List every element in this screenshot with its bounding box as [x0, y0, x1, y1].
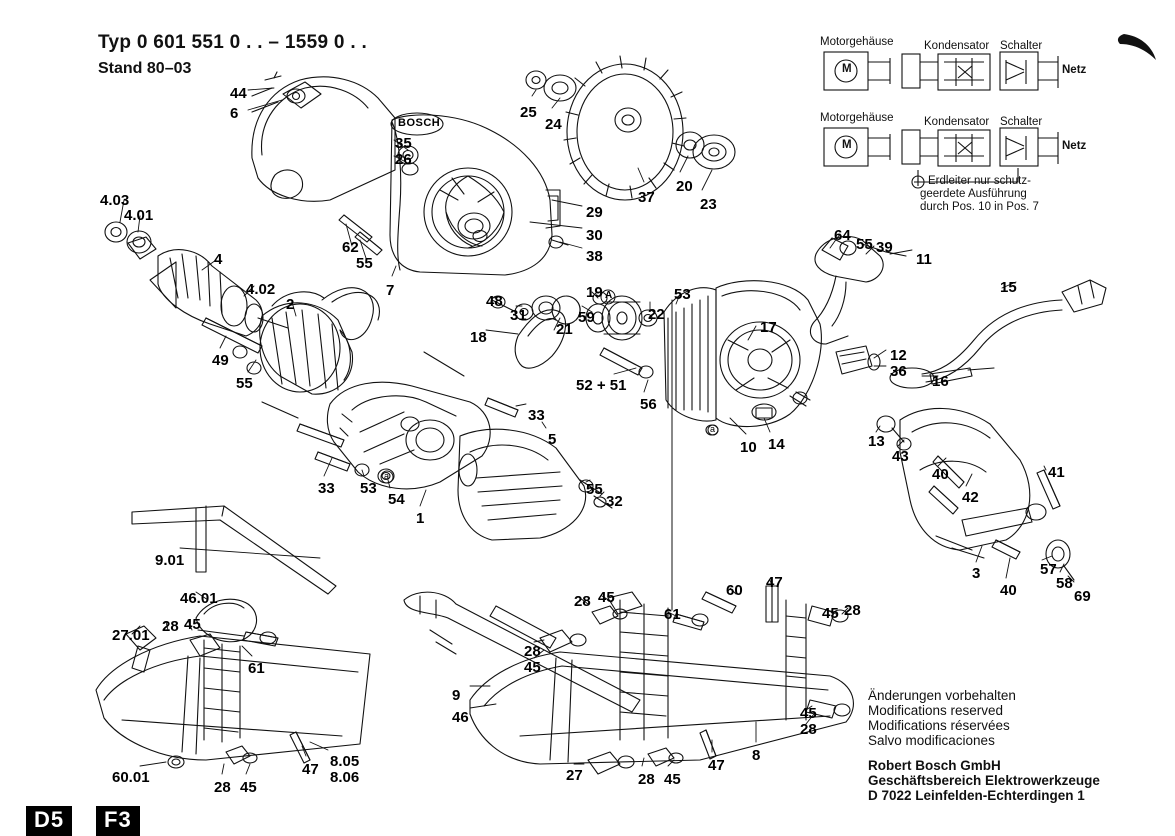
- callout-6: 6: [230, 105, 239, 122]
- wiring-capacitor-label-2: Kondensator: [924, 116, 990, 128]
- callout-61: 61: [248, 660, 265, 677]
- brand-label: BOSCH: [398, 117, 441, 129]
- callout-33: 33: [528, 407, 545, 424]
- wiring-switch-label-2: Schalter: [1000, 116, 1043, 128]
- callout-53: 53: [674, 286, 691, 303]
- callout-19: 19: [586, 284, 603, 301]
- callout-39: 39: [876, 239, 893, 256]
- callout-49: 49: [212, 352, 229, 369]
- callout-36: 36: [890, 363, 907, 380]
- callout-37: 37: [638, 189, 655, 206]
- callout-30: 30: [586, 227, 603, 244]
- callout-46.01: 46.01: [180, 590, 218, 607]
- callout-4: 4: [214, 251, 223, 268]
- callout-69: 69: [1074, 588, 1091, 605]
- callout-23: 23: [700, 196, 717, 213]
- callout-22: 22: [648, 306, 665, 323]
- callout-57: 57: [1040, 561, 1057, 578]
- callout-2: 2: [286, 296, 295, 313]
- callout-45: 45: [240, 779, 257, 796]
- callout-15: 15: [1000, 279, 1017, 296]
- page-title: Typ 0 601 551 0 . . – 1559 0 . .: [98, 32, 368, 53]
- callout-12: 12: [890, 347, 907, 364]
- callout-56: 56: [640, 396, 657, 413]
- callout-21: 21: [556, 321, 573, 338]
- callout-13: 13: [868, 433, 885, 450]
- callout-8.06: 8.06: [330, 769, 360, 786]
- callout-28: 28: [214, 779, 231, 796]
- callout-45: 45: [184, 616, 201, 633]
- wiring-note-line3: durch Pos. 10 in Pos. 7: [920, 201, 1039, 213]
- callout-48: 48: [486, 293, 503, 310]
- motor-symbol-1: M: [842, 63, 852, 75]
- callout-28: 28: [844, 602, 861, 619]
- callout-42: 42: [962, 489, 979, 506]
- wiring-capacitor-label-1: Kondensator: [924, 40, 990, 52]
- callout-44: 44: [230, 85, 247, 102]
- callout-10: 10: [740, 439, 757, 456]
- callout-5: 5: [548, 431, 557, 448]
- callout-27: 27: [566, 767, 583, 784]
- wiring-note-line2: geerdete Ausführung: [920, 188, 1027, 200]
- wiring-switch-label-1: Schalter: [1000, 40, 1043, 52]
- callout-58: 58: [1056, 575, 1073, 592]
- callout-55: 55: [586, 481, 603, 498]
- footer-modifications-2: Modifications réservées: [868, 718, 1010, 733]
- wiring-mains-label-2: Netz: [1062, 140, 1087, 152]
- callout-45: 45: [598, 589, 615, 606]
- callout-45: 45: [800, 705, 817, 722]
- callout-64: 64: [834, 227, 851, 244]
- footer-company-1: Geschäftsbereich Elektrowerkzeuge: [868, 773, 1100, 788]
- callout-53: 53: [360, 480, 377, 497]
- callout-14: 14: [768, 436, 785, 453]
- callout-60.01: 60.01: [112, 769, 150, 786]
- callout-45: 45: [524, 659, 541, 676]
- wiring-motor-label-2: Motorgehäuse: [820, 112, 894, 124]
- page-badge-0: D5: [26, 806, 72, 836]
- callout-11: 11: [916, 251, 932, 268]
- callout-41: 41: [1048, 464, 1065, 481]
- callout-28: 28: [162, 618, 179, 635]
- callout-40: 40: [1000, 582, 1017, 599]
- page-badge-1: F3: [96, 806, 140, 836]
- marker-dot-2: a: [384, 471, 390, 481]
- callout-33: 33: [318, 480, 335, 497]
- callout-26: 26: [395, 151, 412, 168]
- callout-38: 38: [586, 248, 603, 265]
- callout-54: 54: [388, 491, 405, 508]
- footer-company-2: D 7022 Leinfelden-Echterdingen 1: [868, 788, 1085, 803]
- marker-a: A: [605, 290, 613, 301]
- callout-47: 47: [766, 574, 783, 591]
- callout-4.03: 4.03: [100, 192, 130, 209]
- callout-16: 16: [932, 373, 949, 390]
- callout-40: 40: [932, 466, 949, 483]
- callout-28: 28: [638, 771, 655, 788]
- footer-modifications-1: Modifications reserved: [868, 703, 1004, 718]
- callout-4.01: 4.01: [124, 207, 154, 224]
- callout-8: 8: [752, 747, 761, 764]
- callout-24: 24: [545, 116, 562, 133]
- page-subtitle: Stand 80–03: [98, 60, 192, 77]
- callout-59: 59: [578, 309, 595, 326]
- callout-52 + 51: 52 + 51: [576, 377, 627, 394]
- callout-9.01: 9.01: [155, 552, 185, 569]
- callout-1: 1: [416, 510, 425, 527]
- callout-35: 35: [395, 135, 412, 152]
- callout-7: 7: [386, 282, 395, 299]
- callout-60: 60: [726, 582, 743, 599]
- callout-32: 32: [606, 493, 623, 510]
- callout-43: 43: [892, 448, 909, 465]
- callout-47: 47: [708, 757, 725, 774]
- callout-29: 29: [586, 204, 603, 221]
- callout-55: 55: [236, 375, 253, 392]
- wiring-note-line1: Erdleiter nur schutz-: [928, 175, 1031, 187]
- callout-27.01: 27.01: [112, 627, 150, 644]
- callout-31: 31: [510, 307, 527, 324]
- callout-9: 9: [452, 687, 461, 704]
- callout-62: 62: [342, 239, 359, 256]
- footer-modifications-3: Salvo modificaciones: [868, 733, 995, 748]
- callout-18: 18: [470, 329, 487, 346]
- callout-28: 28: [574, 593, 591, 610]
- callout-28: 28: [524, 643, 541, 660]
- callout-3: 3: [972, 565, 981, 582]
- callout-4.02: 4.02: [246, 281, 276, 298]
- callout-8.05: 8.05: [330, 753, 360, 770]
- callout-45: 45: [664, 771, 681, 788]
- motor-symbol-2: M: [842, 139, 852, 151]
- callout-25: 25: [520, 104, 537, 121]
- callout-45: 45: [822, 605, 839, 622]
- callout-17: 17: [760, 319, 777, 336]
- wiring-motor-label-1: Motorgehäuse: [820, 36, 894, 48]
- callout-47: 47: [302, 761, 319, 778]
- wiring-mains-label-1: Netz: [1062, 64, 1087, 76]
- callout-28: 28: [800, 721, 817, 738]
- callout-61: 61: [664, 606, 681, 623]
- callout-55: 55: [356, 255, 373, 272]
- callout-20: 20: [676, 178, 693, 195]
- callout-55: 55: [856, 236, 873, 253]
- marker-dot-1: a: [710, 424, 716, 434]
- footer-modifications-0: Änderungen vorbehalten: [868, 688, 1016, 703]
- footer-company-0: Robert Bosch GmbH: [868, 758, 1001, 773]
- callout-46: 46: [452, 709, 469, 726]
